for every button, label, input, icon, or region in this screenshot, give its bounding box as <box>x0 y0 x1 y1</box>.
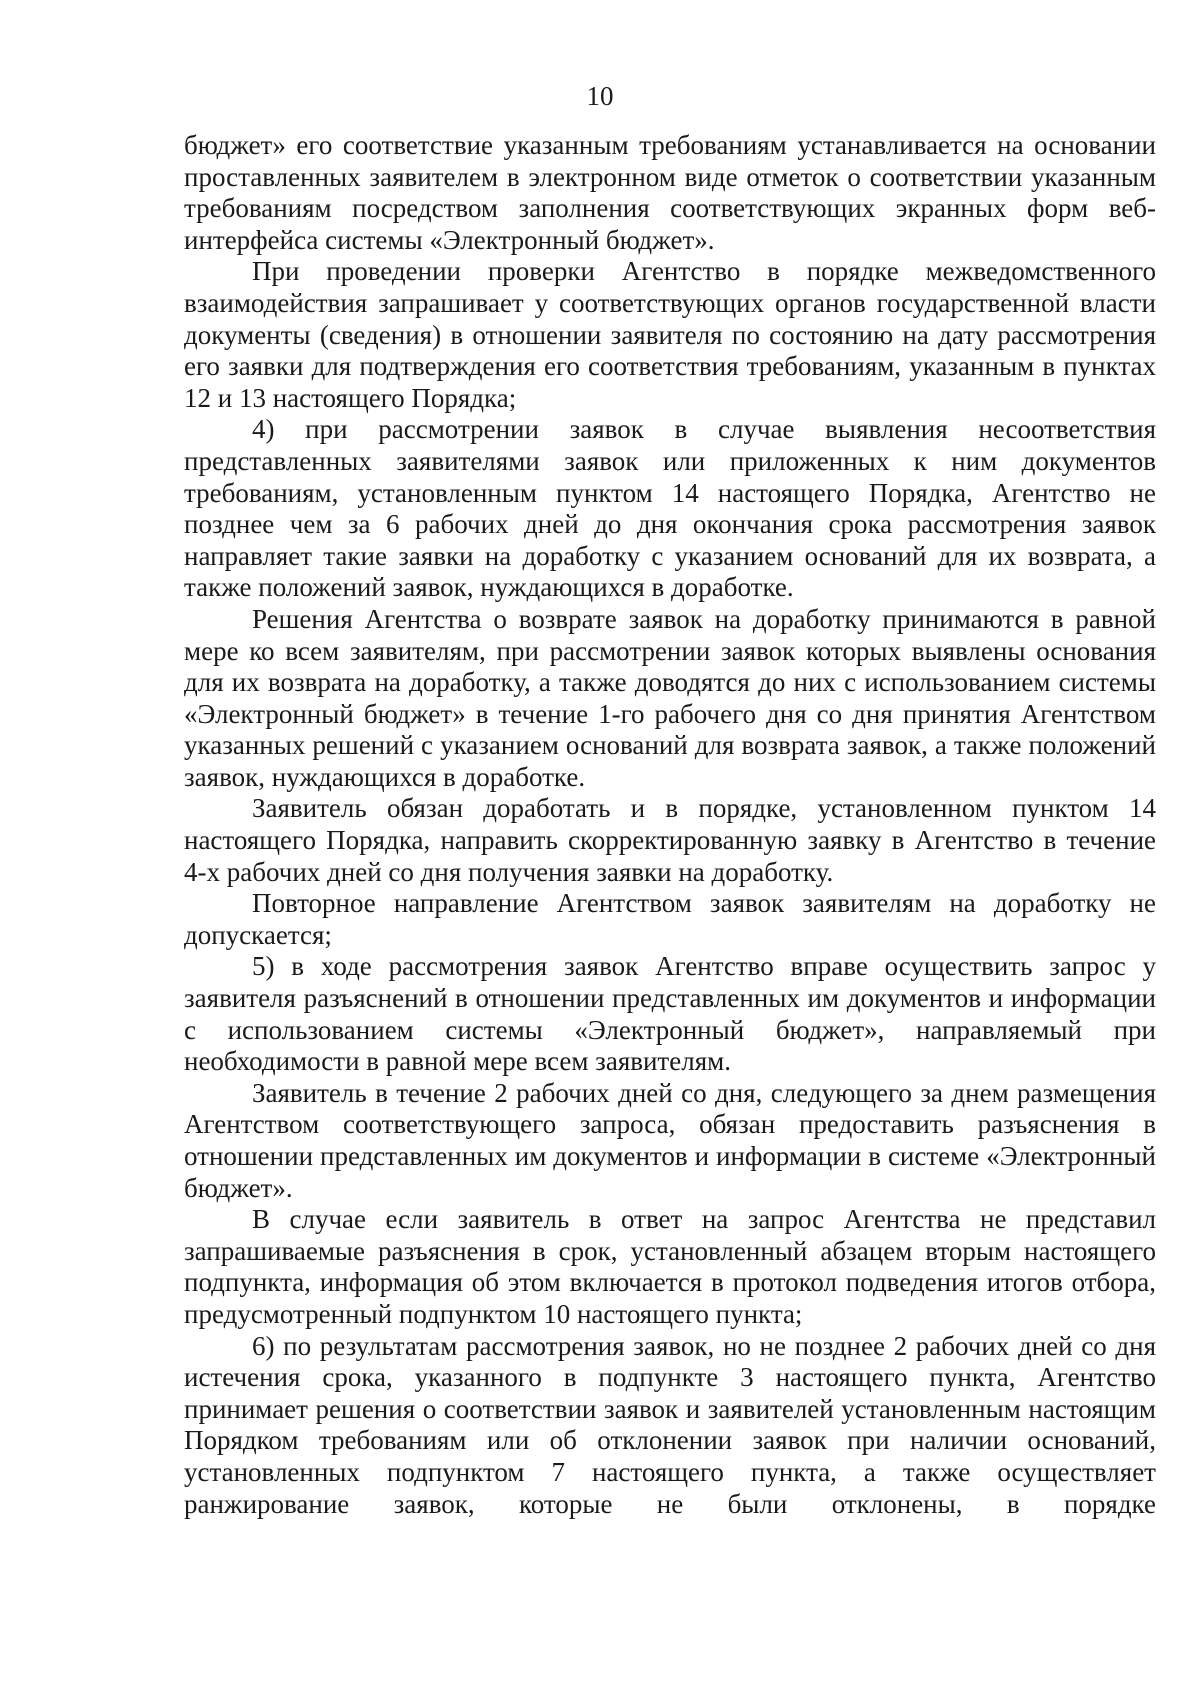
paragraph: Заявитель в течение 2 рабочих дней со дня, следующего за днем размещения Агентством соответствующего запроса, обязан предоставить разъяснения в отношении представленных им документов и информации в системе «Электронный бюджет». <box>184 1077 1156 1203</box>
page-number: 10 <box>586 81 614 111</box>
paragraph: 4) при рассмотрении заявок в случае выявления несоответствия представленных заявителями заявок или приложенных к ним документов требованиям, установленным пунктом 14 настоящего Порядка, Агентство не позднее чем за 6 рабочих дней до дня окончания срока рассмотрения заявок направляет такие заявки на доработку с указанием оснований для их возврата, а также положений заявок, нуждающихся в доработке. <box>184 414 1156 603</box>
paragraph: 5) в ходе рассмотрения заявок Агентство вправе осуществить запрос у заявителя разъяснений в отношении представленных им документов и информации с использованием системы «Электронный бюджет», направляемый при необходимости в равной мере всем заявителям. <box>184 951 1156 1077</box>
paragraph: бюджет» его соответствие указанным требованиям устанавливается на основании проставленных заявителем в электронном виде отметок о соответствии указанным требованиям посредством заполнения соответствующих экранных форм веб-интерфейса системы «Электронный бюджет». <box>184 130 1156 255</box>
document-body <box>184 130 1156 1520</box>
paragraph: Повторное направление Агентством заявок заявителям на доработку не допускается; <box>184 888 1156 950</box>
paragraph: При проведении проверки Агентство в порядке межведомственного взаимодействия запрашивает у соответствующих органов государственной власти документы (сведения) в отношении заявителя по состоянию на дату рассмотрения его заявки для подтверждения его соответствия требованиям, указанным в пунктах 12 и 13 настоящего Порядка; <box>184 256 1156 413</box>
paragraph: Заявитель обязан доработать и в порядке, установленном пунктом 14 настоящего Порядка, направить скорректированную заявку в Агентство в течение 4-х рабочих дней со дня получения заявки на доработку. <box>184 793 1156 887</box>
paragraph: 6) по результатам рассмотрения заявок, но не позднее 2 рабочих дней со дня истечения срока, указанного в подпункте 3 настоящего пункта, Агентство принимает решения о соответствии заявок и заявителей установленным настоящим Порядком требованиям или об отклонении заявок при наличии оснований, установленных подпунктом 7 настоящего пункта, а также осуществляет ранжирование заявок, которые не были отклонены, в порядке <box>184 1330 1156 1519</box>
paragraph: В случае если заявитель в ответ на запрос Агентства не представил запрашиваемые разъяснения в срок, установленный абзацем вторым настоящего подпункта, информация об этом включается в протокол подведения итогов отбора, предусмотренный подпунктом 10 настоящего пункта; <box>184 1204 1156 1329</box>
paragraph: Решения Агентства о возврате заявок на доработку принимаются в равной мере ко всем заявителям, при рассмотрении заявок которых выявлены основания для их возврата на доработку, а также доводятся до них с использованием системы «Электронный бюджет» в течение 1-го рабочего дня со дня принятия Агентством указанных решений с указанием оснований для возврата заявок, а также положений заявок, нуждающихся в доработке. <box>184 603 1156 792</box>
